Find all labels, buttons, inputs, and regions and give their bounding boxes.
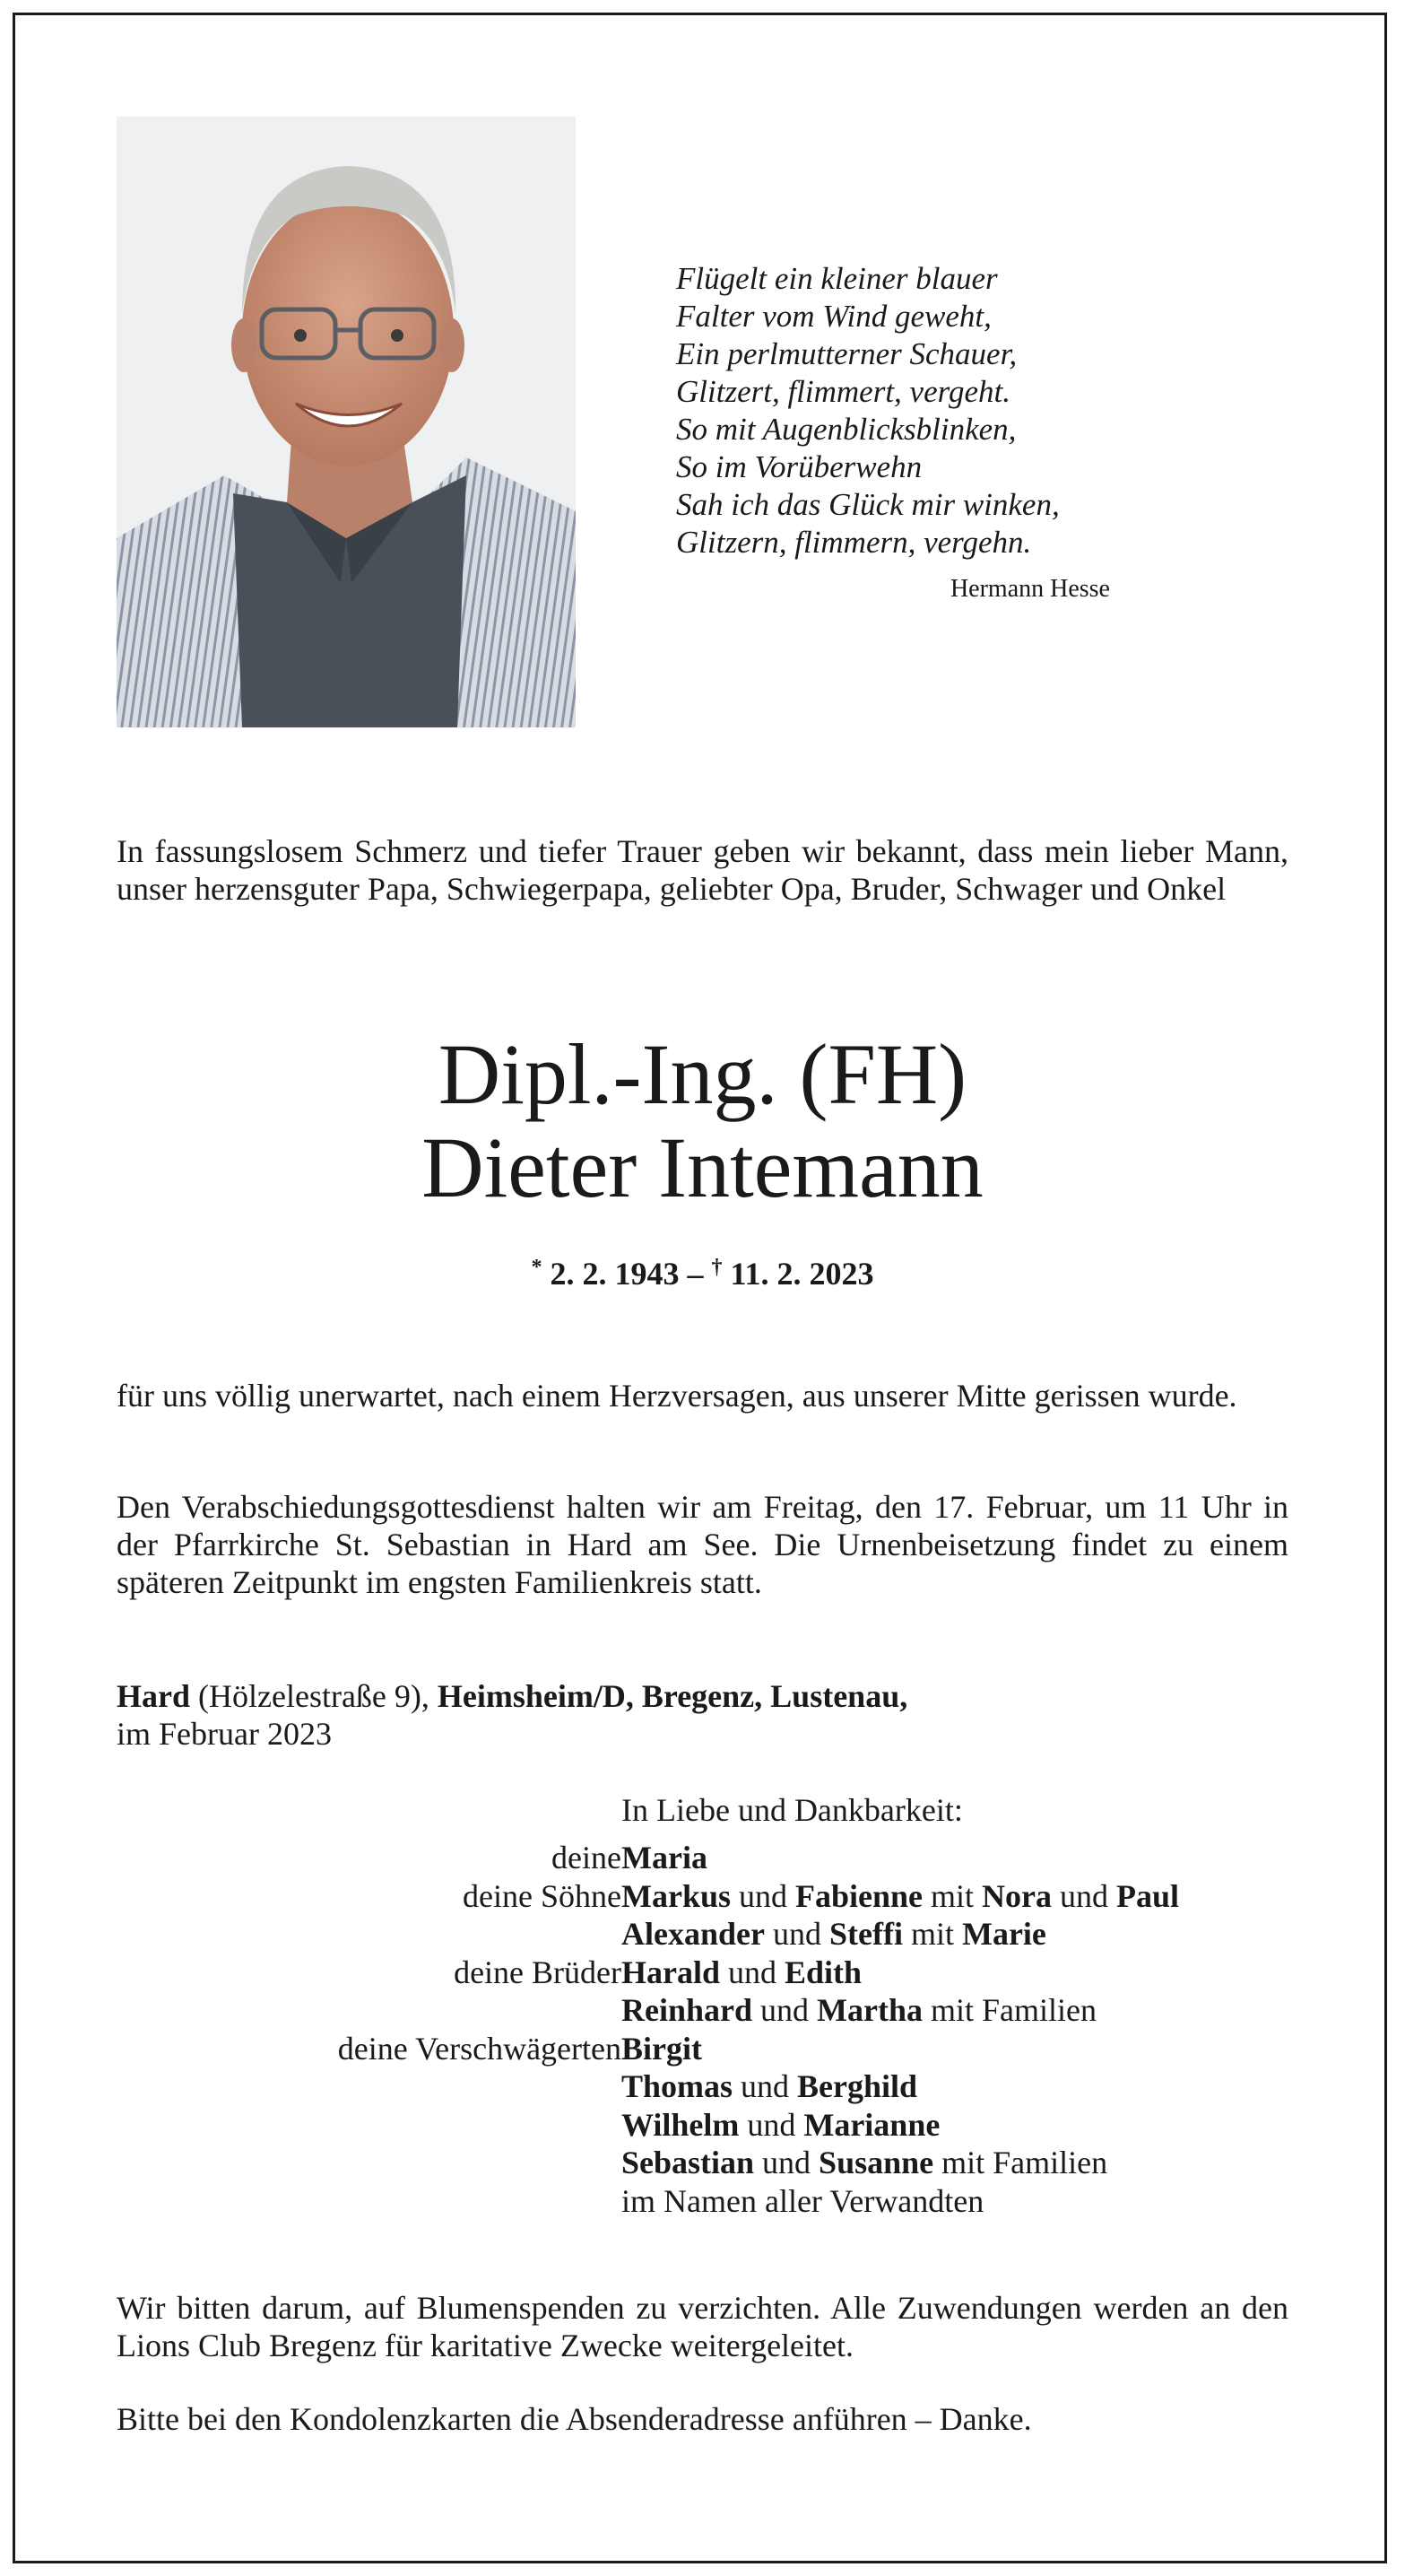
poem-line: Glitzert, flimmert, vergeht. (676, 374, 1010, 409)
location-place: Hard (117, 1678, 191, 1714)
death-symbol: † (711, 1256, 723, 1279)
signature-label: deine Brüder (454, 1954, 621, 1990)
signature-name: Nora (982, 1877, 1053, 1914)
signatures-intro: In Liebe und Dankbarkeit: (621, 1792, 963, 1828)
location-block (117, 1677, 1288, 1753)
poem (676, 260, 1214, 561)
signature-name: Reinhard (621, 1992, 753, 2028)
signature-name: Alexander (621, 1916, 765, 1952)
connector-text: und (739, 2106, 804, 2143)
date-separator: – (679, 1256, 712, 1292)
signature-name: Wilhelm (621, 2106, 740, 2143)
donations-text: Wir bitten darum, auf Blumenspenden zu verzichten. Alle Zuwendungen werden an den Lions Club Bregenz für karitative Zwecke weitergeleitet. (117, 2290, 1288, 2363)
signature-row (117, 2067, 1309, 2106)
signature-label: deine Söhne (463, 1877, 621, 1914)
poem-line: Glitzern, flimmern, vergehn. (676, 525, 1032, 560)
birth-date: 2. 2. 1943 (550, 1256, 680, 1292)
connector-text: mit Familien (923, 1992, 1097, 2028)
location-address: (Hölzelestraße 9), (190, 1678, 438, 1714)
connector-text: mit (902, 1916, 962, 1952)
poem-line: Ein perlmutterner Schauer, (676, 336, 1018, 371)
connector-text: und (754, 2145, 820, 2180)
connector-text: und (720, 1954, 785, 1990)
signature-name: Susanne (819, 2145, 934, 2180)
poem-line: Falter vom Wind geweht, (676, 299, 992, 334)
signature-row (117, 1877, 1309, 1916)
signature-name: Martha (817, 1992, 923, 2028)
connector-text: und (1052, 1877, 1117, 1914)
connector-text: und (733, 2068, 798, 2104)
closing-text: Bitte bei den Kondolenzkarten die Absenderadresse anführen – Danke. (117, 2401, 1032, 2437)
signature-name: Thomas (621, 2068, 733, 2104)
connector-text: mit (923, 1877, 983, 1914)
signature-row (117, 1915, 1309, 1954)
portrait-photo (117, 117, 576, 727)
signature-row (117, 1991, 1309, 2030)
signatures (117, 1839, 1309, 2220)
signature-name: Sebastian (621, 2145, 755, 2180)
death-date: 11. 2. 2023 (730, 1256, 874, 1292)
poem-author: Hermann Hesse (950, 575, 1110, 603)
service-text: Den Verabschiedungsgottesdienst halten wir am Freitag, den 17. Februar, um 11 Uhr in der Pfarrkirche St. Sebastian in Hard am See. Die Urnenbeisetzung findet zu einem späteren Zeitpunkt im engsten Familienkreis statt. (117, 1489, 1288, 1600)
announcement-text: In fassungslosem Schmerz und tiefer Trauer geben wir bekannt, dass mein lieber Mann, unser herzensguter Papa, Schwiegerpapa, geliebter Opa, Bruder, Schwager und Onkel (117, 833, 1288, 907)
signature-name: Berghild (797, 2068, 918, 2104)
signature-name: Birgit (621, 2030, 702, 2067)
signature-name: Markus (621, 1877, 732, 1914)
deceased-name: Dieter Intemann (421, 1119, 984, 1215)
connector-text: und (731, 1877, 796, 1914)
signature-name: Paul (1116, 1877, 1180, 1914)
deceased-title: Dipl.-Ing. (FH) (438, 1026, 967, 1122)
signature-row (117, 2182, 1309, 2221)
signature-name: Maria (621, 1840, 707, 1875)
signature-label: deine Verschwägerten (337, 2030, 621, 2067)
signature-name: Steffi (828, 1916, 903, 1952)
deceased-name-block (117, 1028, 1288, 1214)
life-dates (117, 1254, 1288, 1293)
signature-name: Edith (785, 1954, 863, 1990)
signature-label: deine (551, 1840, 621, 1875)
connector-text: und (764, 1916, 829, 1952)
poem-line: Flügelt ein kleiner blauer (676, 261, 998, 296)
signature-row (117, 2144, 1309, 2182)
signature-name: Harald (621, 1954, 721, 1990)
signature-name: Fabienne (795, 1877, 924, 1914)
signature-row (117, 1839, 1309, 1877)
connector-text: und (752, 1992, 818, 2028)
signature-row (117, 2030, 1309, 2068)
location-others: Heimsheim/D, Bregenz, Lustenau, (437, 1678, 908, 1714)
location-date: im Februar 2023 (117, 1716, 332, 1752)
poem-line: So im Vorüberwehn (676, 449, 923, 484)
birth-symbol: * (531, 1256, 542, 1279)
signature-row (117, 2106, 1309, 2145)
circumstance-text: für uns völlig unerwartet, nach einem Herzversagen, aus unserer Mitte gerissen wurde. (117, 1378, 1237, 1414)
signature-row (117, 1954, 1309, 1992)
signature-name: Marie (961, 1916, 1046, 1952)
connector-text: mit Familien (933, 2145, 1108, 2180)
poem-line: Sah ich das Glück mir winken, (676, 487, 1060, 522)
poem-line: So mit Augenblicksblinken, (676, 412, 1017, 447)
relatives-text: im Namen aller Verwandten (621, 2182, 984, 2219)
signature-name: Marianne (803, 2106, 941, 2143)
